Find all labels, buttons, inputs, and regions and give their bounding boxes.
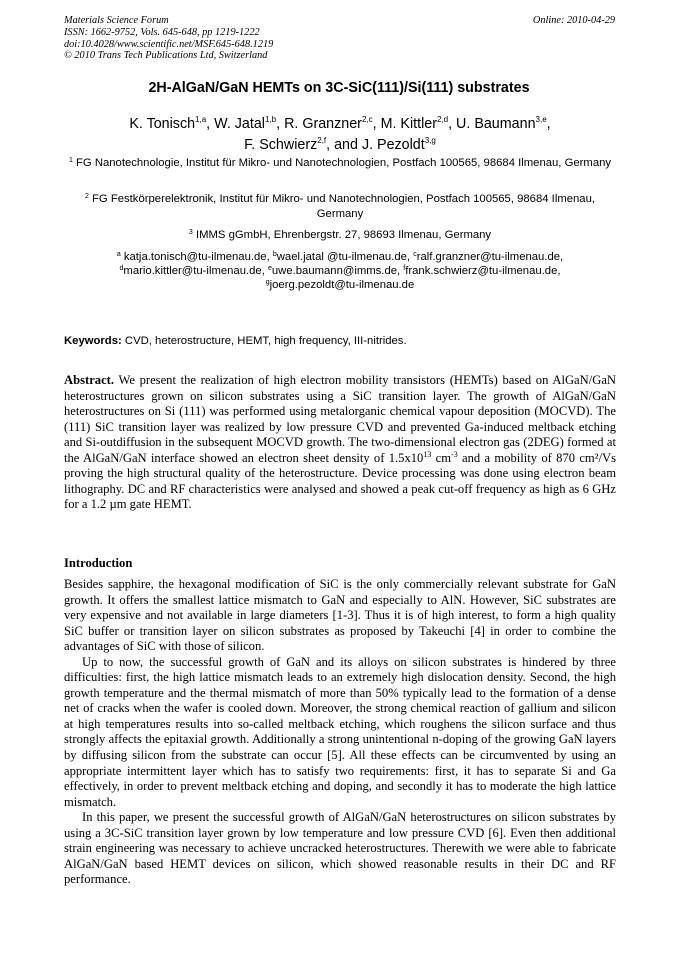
author: M. Kittler$^{2,d}$	[380, 115, 449, 132]
affiliation-1: $^1$ FG Nanotechnologie, Institut für Mikro- und Nanotechnologien, Postfach 100565, 98684 Ilmenau, Germany	[68, 157, 612, 169]
email: $^c$ralf.granzner@tu-ilmenau.de,	[413, 251, 564, 263]
author-list: K. Tonisch$^{1,a}$, W. Jatal$^{1,b}$, R. Granzner$^{2,c}$, M. Kittler$^{2,d}$, U. Baumann$^{3,e}$, F. Schwierz$^{2,f}$, and J. Pezoldt$^{3,g}$	[129, 115, 551, 153]
author: J. Pezoldt$^{3,g}$	[361, 136, 436, 153]
email: $^a$ katja.tonisch@tu-ilmenau.de,	[116, 251, 273, 263]
author: K. Tonisch$^{1,a}$	[129, 115, 207, 132]
paragraph: Up to now, the successful growth of GaN and its alloys on silicon substrates is hindered by three difficulties: first, the high lattice mismatch leads to an extremely high dislocation density. Second, the high growth temperature and the thermal mismatch of more than 50% typically lead to the formation of a dense net of cracks when the wafer is cooled down. Moreover, the strong chemical reaction of gallium and silicon at high temperatures results into so-called meltback etching, which roughens the silicon surface and thus strongly affects the epitaxial growth. Additionally a strong unintentional n-doping of the growing GaN layers by diffusing silicon from the substrate can occur [5]. All these effects can be circumvented by using an appropriate intermittent layer which has to satisfy two requirements: first, it has to separate Si and Ga effectively, in order to prevent meltback etching and doping, and secondly it has to moderate the high lattice mismatch.	[64, 654, 616, 809]
author: U. Baumann$^{3,e}$	[456, 115, 547, 132]
email: $^g$joerg.pezoldt@tu-ilmenau.de	[265, 279, 415, 292]
author: W. Jatal$^{1,b}$	[214, 115, 277, 132]
affiliation-3: $^3$ IMMS gGmbH, Ehrenbergstr. 27, 98693 Ilmenau, Germany	[188, 229, 492, 241]
introduction-body	[64, 577, 616, 888]
email: $^f$frank.schwierz@tu-ilmenau.de,	[403, 265, 561, 278]
keywords-label: Keywords:	[64, 335, 122, 347]
doi-line: doi:10.4028/www.scientific.net/MSF.645-648.1219	[64, 38, 274, 50]
abstract: Abstract. We present the realization of high electron mobility transistors (HEMTs) based on AlGaN/GaN heterostructures grown on silicon substrates using a SiC transition layer. The growth of AlGaN/GaN heterostructures on Si (111) was performed using metalorganic chemical vapour deposition (MOCVD). The (111) SiC transition layer was realized by low pressure CVD and prevented Ga-induced meltback etching and Si-outdiffusion in the subsequent MOCVD growth. The two-dimensional electron gas (2DEG) formed at the AlGaN/GaN interface showed an electron sheet density of $1.5x10^{13}$ $cm^{-3}$ and a mobility of 870 cm²/Vs proving the high structural quality of the heterostructure. Device processing was done using electron beam lithography. DC and RF characteristics were analysed and showed a peak cut-off frequency as high as 6 GHz for a 1.2 µm gate HEMT.	[64, 373, 616, 512]
keywords-text: CVD, heterostructure, HEMT, high frequency, III-nitrides.	[121, 335, 407, 347]
online-date: Online: 2010-04-29	[532, 15, 615, 26]
author: F. Schwierz$^{2,f}$	[244, 136, 327, 153]
keywords	[64, 335, 616, 347]
copyright-line: © 2010 Trans Tech Publications Ltd, Switzerland	[64, 50, 268, 62]
affiliation-2: $^2$ FG Festkörperelektronik, Institut für Mikro- und Nanotechnologien, Postfach 100565, 98684 Ilmenau, Germany	[84, 193, 596, 220]
journal-header	[64, 15, 273, 62]
section-heading: Introduction	[64, 556, 133, 570]
journal-name: Materials Science Forum	[64, 15, 169, 26]
email: $^d$mario.kittler@tu-ilmenau.de,	[119, 265, 268, 278]
abstract-label: Abstract.	[64, 373, 115, 387]
issn-line: ISSN: 1662-9752, Vols. 645-648, pp 1219-1222	[64, 26, 260, 38]
author: R. Granzner$^{2,c}$	[284, 115, 373, 132]
email: $^b$wael.jatal @tu-ilmenau.de,	[272, 251, 414, 263]
paragraph: Besides sapphire, the hexagonal modification of SiC is the only commercially relevant substrate for GaN growth. It offers the smallest lattice mismatch to GaN and especially to AlN. However, SiC substrates are very expensive and not available in large diameters [1-3]. Thus it is of high interest, to form a high quality SiC buffer or transition layer on silicon substrates as proposed by Takeuchi [4] in order to combine the advantages of SiC with those of silicon.	[64, 577, 616, 654]
paragraph: In this paper, we present the successful growth of AlGaN/GaN heterostructures on silicon substrates by using a 3C-SiC transition layer grown by low temperature and low pressure CVD [6]. Even then additional strain engineering was necessary to achieve uncracked heterostructures. Therewith we were able to fabricate AlGaN/GaN based HEMT devices on silicon, which showed reasonable results in their DC and RF performance.	[64, 810, 616, 887]
email-list	[64, 250, 616, 293]
email: $^e$uwe.baumann@imms.de,	[267, 265, 404, 278]
paper-title: 2H-AlGaN/GaN HEMTs on 3C-SiC(111)/Si(111) substrates	[148, 80, 530, 96]
